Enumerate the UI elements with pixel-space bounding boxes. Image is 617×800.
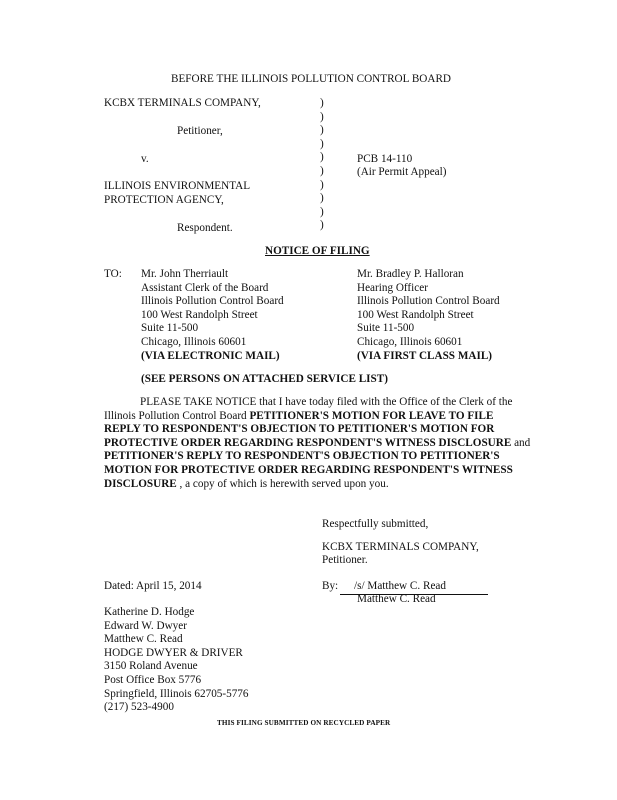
to-label: TO: <box>104 268 122 280</box>
counsel-block <box>104 606 249 715</box>
counsel-line: 3150 Roland Avenue <box>104 660 198 673</box>
address-line: Illinois Pollution Control Board <box>357 295 500 308</box>
body-intro: PLEASE TAKE NOTICE that I have today filed with the Office of the Clerk of the Illinois Pollution Control Board <box>104 396 513 422</box>
address-line: Mr. John Therriault <box>141 268 229 280</box>
electronic-signature: /s/ Matthew C. Read <box>340 580 488 595</box>
recipient-clerk <box>141 268 284 363</box>
counsel-line: Edward W. Dwyer <box>104 619 187 632</box>
respectfully-submitted: Respectfully submitted, <box>322 518 429 530</box>
notice-title: NOTICE OF FILING <box>265 245 370 257</box>
body-conjunction: and <box>511 436 531 449</box>
counsel-line: Post Office Box 5776 <box>104 673 202 686</box>
caption-brackets <box>320 97 324 233</box>
motion-title-reply: PETITIONER'S REPLY TO RESPONDENT'S OBJECTION TO PETITIONER'S MOTION FOR PROTECTIVE ORDER REGARDING RESPONDENT'S WITNESS DISCLOSURE <box>104 450 513 490</box>
by-label: By: <box>322 580 339 592</box>
bracket: ) <box>320 219 324 232</box>
address-line: Mr. Bradley P. Halloran <box>357 268 464 280</box>
notice-body <box>104 396 532 491</box>
signature-role: Petitioner. <box>322 554 368 566</box>
delivery-method: (VIA FIRST CLASS MAIL) <box>357 349 493 362</box>
bracket: ) <box>320 192 324 205</box>
counsel-line: (217) 523-4900 <box>104 701 174 714</box>
court-heading: BEFORE THE ILLINOIS POLLUTION CONTROL BOARD <box>171 73 451 85</box>
recipient-hearing-officer <box>357 268 500 363</box>
counsel-line: HODGE DWYER & DRIVER <box>104 646 243 659</box>
body-closing: , a copy of which is herewith served upon you. <box>176 477 389 490</box>
bracket: ) <box>320 124 324 137</box>
bracket: ) <box>320 164 324 177</box>
bracket: ) <box>320 110 324 123</box>
motion-title-leave: PETITIONER'S MOTION FOR LEAVE TO FILE REPLY TO RESPONDENT'S OBJECTION TO PETITIONER'S MOTION FOR PROTECTIVE ORDER REGARDING RESPONDENT'S WITNESS DISCLOSURE <box>104 409 512 449</box>
case-type: (Air Permit Appeal) <box>357 166 447 178</box>
bracket: ) <box>320 97 324 109</box>
counsel-line: Katherine D. Hodge <box>104 606 195 618</box>
counsel-line: Springfield, Illinois 62705-5776 <box>104 687 249 700</box>
address-line: Chicago, Illinois 60601 <box>357 335 463 348</box>
petitioner-name: KCBX TERMINALS COMPANY, <box>104 97 261 109</box>
case-number: PCB 14-110 <box>357 153 413 165</box>
respondent-role: Respondent. <box>177 222 233 234</box>
signer-name: Matthew C. Read <box>357 593 436 605</box>
address-line: Chicago, Illinois 60601 <box>141 335 247 348</box>
bracket: ) <box>320 151 324 164</box>
dated: Dated: April 15, 2014 <box>104 580 202 592</box>
address-line: Illinois Pollution Control Board <box>141 295 284 308</box>
address-line: Suite 11-500 <box>357 322 415 335</box>
delivery-method: (VIA ELECTRONIC MAIL) <box>141 349 280 362</box>
petitioner-role: Petitioner, <box>177 125 223 137</box>
address-line: Suite 11-500 <box>141 322 199 335</box>
respondent-name-line1: ILLINOIS ENVIRONMENTAL <box>104 180 251 192</box>
address-line: Assistant Clerk of the Board <box>141 281 269 294</box>
bracket: ) <box>320 137 324 150</box>
service-list-note: (SEE PERSONS ON ATTACHED SERVICE LIST) <box>141 373 388 385</box>
signature-company: KCBX TERMINALS COMPANY, <box>322 541 479 553</box>
bracket: ) <box>320 178 324 191</box>
address-line: Hearing Officer <box>357 281 428 294</box>
versus: v. <box>141 153 149 165</box>
recycled-paper-footer: THIS FILING SUBMITTED ON RECYCLED PAPER <box>217 719 391 727</box>
counsel-line: Matthew C. Read <box>104 633 183 646</box>
address-line: 100 West Randolph Street <box>141 308 258 321</box>
respondent-name-line2: PROTECTION AGENCY, <box>104 194 224 206</box>
bracket: ) <box>320 205 324 218</box>
address-line: 100 West Randolph Street <box>357 308 474 321</box>
